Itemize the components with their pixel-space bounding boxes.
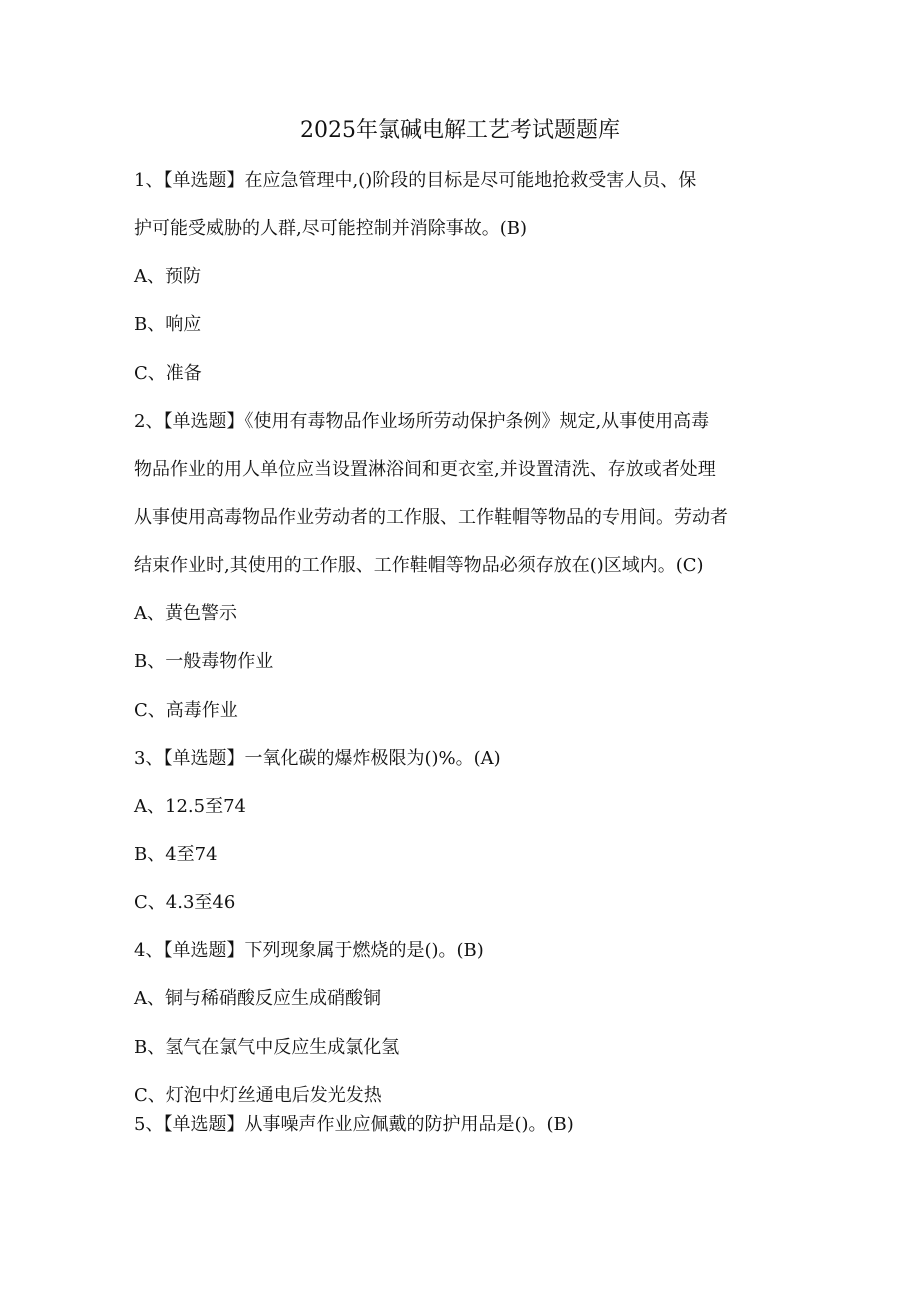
question-3-option-b: B、4至74 <box>134 844 218 865</box>
question-1-option-b: B、响应 <box>134 314 202 335</box>
question-4-option-b: B、氢气在氯气中反应生成氯化氢 <box>134 1037 400 1058</box>
question-2-line-4: 结束作业时,其使用的工作服、工作鞋帽等物品必须存放在()区域内。(C) <box>134 555 704 576</box>
question-4-option-c: C、灯泡中灯丝通电后发光发热 <box>134 1085 382 1106</box>
question-3-option-c: C、4.3至46 <box>134 892 236 913</box>
question-5-line-1: 5、【单选题】从事噪声作业应佩戴的防护用品是()。(B) <box>134 1114 574 1135</box>
question-2-option-a: A、黄色警示 <box>134 603 237 624</box>
question-1-line-1: 1、【单选题】在应急管理中,()阶段的目标是尽可能地抢救受害人员、保 <box>134 170 697 191</box>
question-2-line-1: 2、【单选题】《使用有毒物品作业场所劳动保护条例》规定,从事使用高毒 <box>134 411 710 432</box>
question-2-line-3: 从事使用高毒物品作业劳动者的工作服、工作鞋帽等物品的专用间。劳动者 <box>134 507 728 528</box>
question-3-option-a: A、12.5至74 <box>134 796 246 817</box>
question-4-line-1: 4、【单选题】下列现象属于燃烧的是()。(B) <box>134 940 484 961</box>
question-4-option-a: A、铜与稀硝酸反应生成硝酸铜 <box>134 988 381 1009</box>
question-3-line-1: 3、【单选题】一氧化碳的爆炸极限为()%。(A) <box>134 748 501 769</box>
question-2-option-b: B、一般毒物作业 <box>134 651 274 672</box>
question-1-option-c: C、准备 <box>134 363 202 384</box>
question-1-option-a: A、预防 <box>134 266 201 287</box>
document-title: 2025年氯碱电解工艺考试题题库 <box>300 118 620 143</box>
question-2-option-c: C、高毒作业 <box>134 700 238 721</box>
question-1-line-2: 护可能受威胁的人群,尽可能控制并消除事故。(B) <box>134 218 527 239</box>
question-2-line-2: 物品作业的用人单位应当设置淋浴间和更衣室,并设置清洗、存放或者处理 <box>134 459 716 480</box>
